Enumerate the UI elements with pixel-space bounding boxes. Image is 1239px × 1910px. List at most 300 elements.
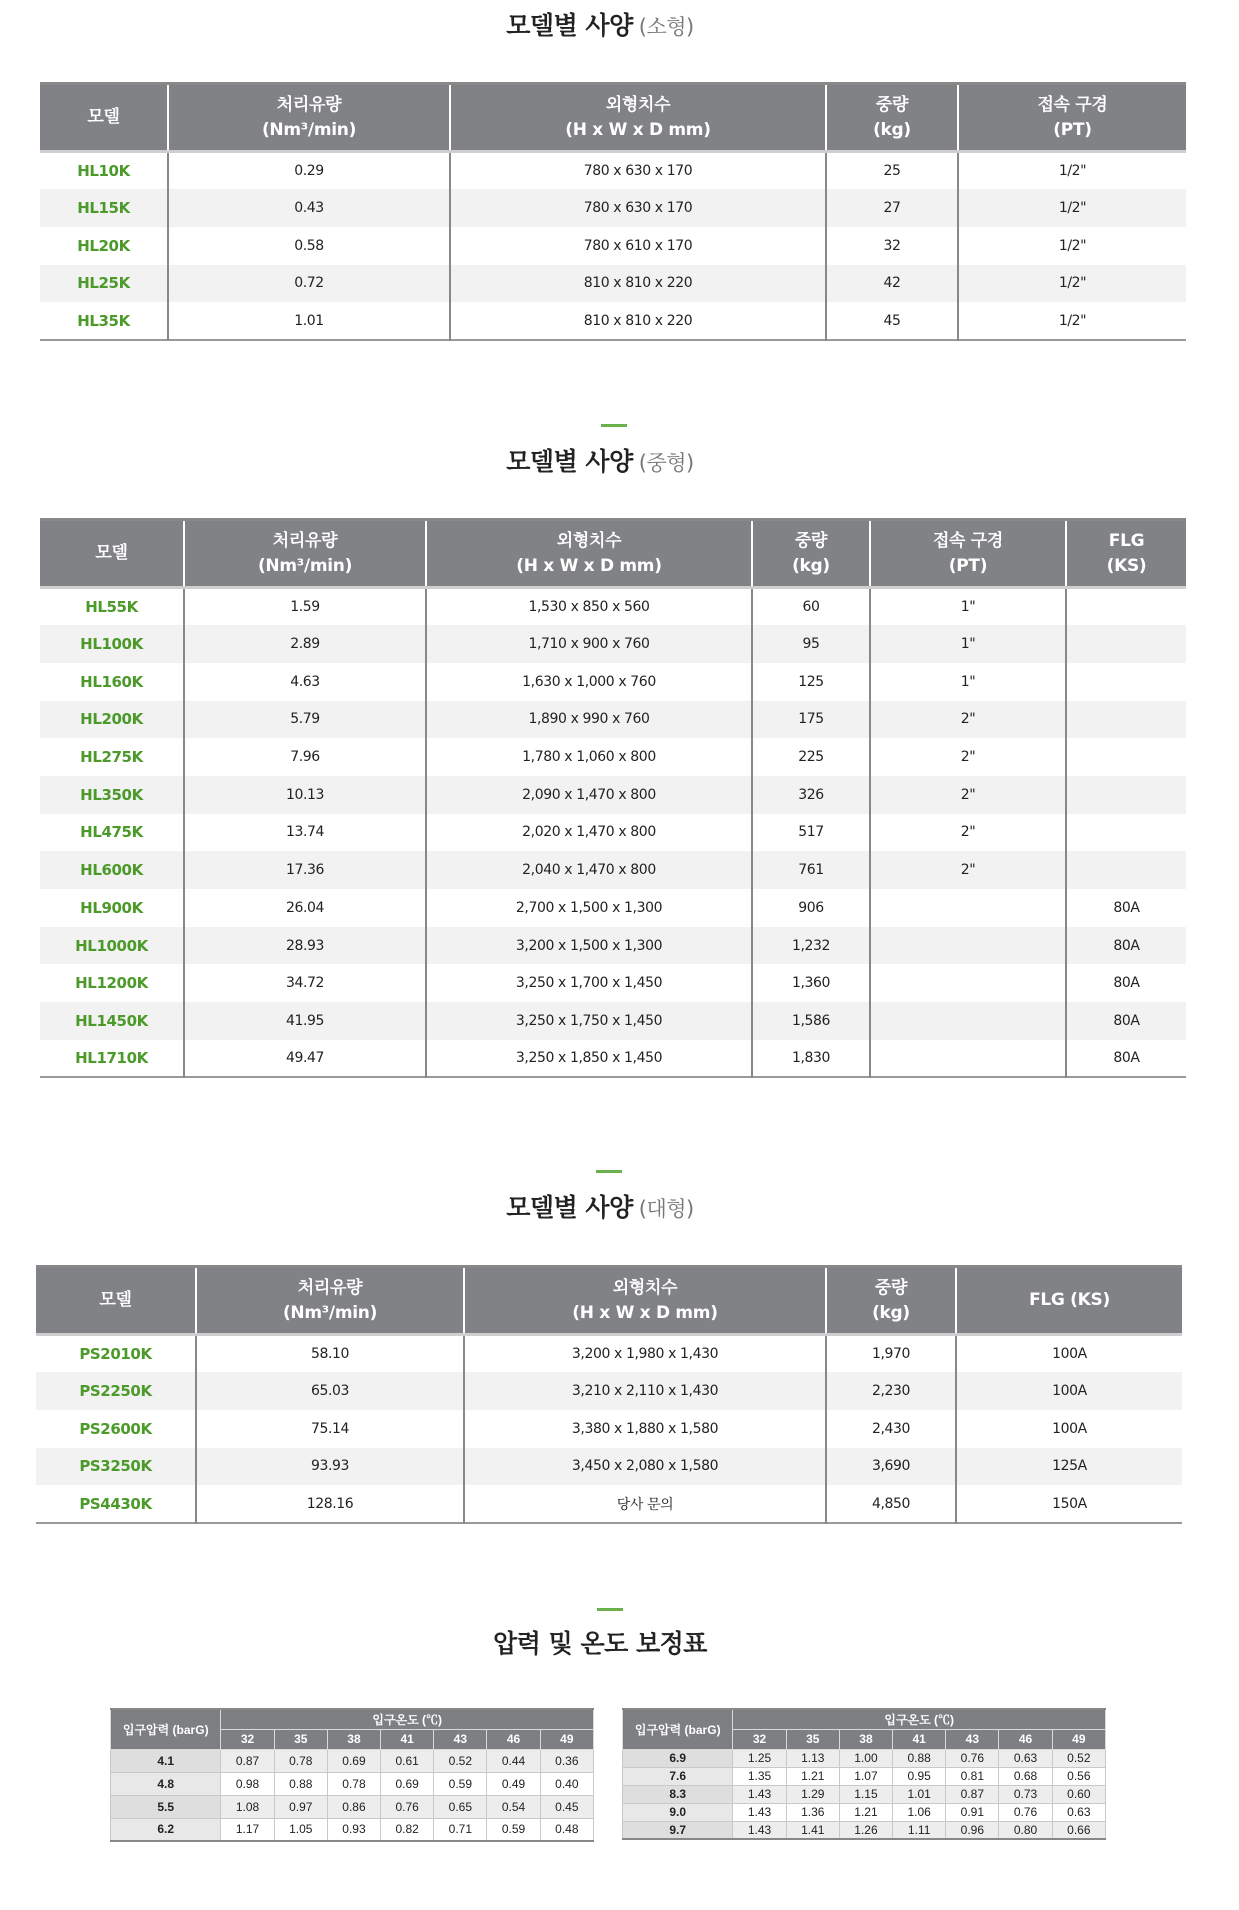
pressure-value: 5.5 <box>111 1795 221 1818</box>
column-header-line: (Nm³/min) <box>257 555 353 576</box>
table-cell: 125A <box>956 1448 1182 1486</box>
correction-factor: 1.41 <box>786 1821 839 1839</box>
column-header-line: 모델 <box>99 1290 132 1310</box>
correction-factor: 0.76 <box>999 1803 1052 1821</box>
table-cell: 1,830 <box>752 1040 870 1078</box>
table-cell: 4.63 <box>184 663 426 701</box>
table-row <box>36 1485 1182 1523</box>
table-cell: 1,586 <box>752 1002 870 1040</box>
model-name-cell: HL55K <box>85 598 138 617</box>
table-cell: 1,890 x 990 x 760 <box>426 701 752 739</box>
correction-factor: 0.56 <box>1052 1767 1105 1785</box>
correction-factor: 0.63 <box>1052 1803 1105 1821</box>
table-cell: 2" <box>870 776 1066 814</box>
table-cell: 80A <box>1066 1002 1186 1040</box>
model-name-cell: HL1710K <box>75 1049 148 1068</box>
column-header-line: 접속 구경 <box>1037 94 1108 115</box>
table-cell <box>870 1040 1066 1078</box>
small-section-title <box>0 6 1200 42</box>
correction-factor: 0.68 <box>999 1767 1052 1785</box>
table-cell: 0.72 <box>168 265 450 303</box>
column-header-line: (PT) <box>948 555 988 576</box>
table-row <box>40 302 1186 340</box>
correction-factor: 0.66 <box>1052 1821 1105 1839</box>
large-title-accent <box>596 1170 622 1173</box>
table-cell: 27 <box>826 189 958 227</box>
table-row <box>40 851 1186 889</box>
column-header <box>826 84 958 152</box>
table-cell: 517 <box>752 814 870 852</box>
table-row <box>40 227 1186 265</box>
large-subtitle: (대형) <box>638 1197 694 1221</box>
table-cell: 28.93 <box>184 927 426 965</box>
table-cell: 2,700 x 1,500 x 1,300 <box>426 889 752 927</box>
correction-factor: 0.63 <box>999 1749 1052 1767</box>
temperature-value: 38 <box>327 1729 380 1749</box>
temperature-value: 43 <box>946 1729 999 1749</box>
correction-factor: 1.11 <box>893 1821 946 1839</box>
table-cell: 100A <box>956 1335 1182 1373</box>
column-header <box>958 84 1186 152</box>
model-name-cell: HL1000K <box>40 927 184 965</box>
table-cell: 26.04 <box>184 889 426 927</box>
column-header-line: 처리유량 <box>272 530 338 551</box>
temperature-value: 49 <box>1052 1729 1105 1749</box>
table-cell <box>1066 776 1186 814</box>
correction-factor: 0.80 <box>999 1821 1052 1839</box>
model-name-cell: PS3250K <box>36 1448 196 1486</box>
model-name-cell: PS2250K <box>36 1372 196 1410</box>
table-cell: 95 <box>752 625 870 663</box>
inlet-temperature-header: 입구온도 (℃) <box>733 1709 1106 1729</box>
correction-factor: 0.48 <box>540 1818 593 1841</box>
table-header-row <box>40 520 1186 588</box>
table-cell: 25 <box>826 152 958 190</box>
column-header-line: (H x W x D mm) <box>572 1302 718 1323</box>
column-header-line: 처리유량 <box>297 1277 363 1298</box>
temperature-value: 49 <box>540 1729 593 1749</box>
correction-title-accent <box>597 1608 623 1611</box>
column-header <box>870 520 1066 588</box>
medium-title: 모델별 사양 <box>506 447 633 476</box>
table-cell <box>1066 851 1186 889</box>
table-cell: 1.01 <box>168 302 450 340</box>
table-cell: 1,630 x 1,000 x 760 <box>426 663 752 701</box>
table-row <box>40 663 1186 701</box>
table-cell: 80A <box>1066 927 1186 965</box>
large-title: 모델별 사양 <box>506 1193 633 1222</box>
column-header <box>956 1267 1182 1335</box>
table-cell: 1/2" <box>958 189 1186 227</box>
model-name-cell: HL25K <box>40 265 168 303</box>
model-name-cell: PS4430K <box>79 1494 152 1513</box>
table-row <box>40 1040 1186 1078</box>
column-header-line: (H x W x D mm) <box>565 119 711 140</box>
table-cell: 175 <box>752 701 870 739</box>
table-cell: 1" <box>870 625 1066 663</box>
inlet-temperature-header: 입구온도 (℃) <box>221 1709 594 1729</box>
table-cell: 0.29 <box>168 152 450 190</box>
table-cell <box>870 964 1066 1002</box>
column-header-line: FLG (KS) <box>1029 1290 1110 1310</box>
small-spec-table <box>40 82 1186 341</box>
table-cell: 1/2" <box>958 227 1186 265</box>
medium-title-accent <box>601 424 627 427</box>
model-name-cell: HL350K <box>40 776 184 814</box>
correction-factor: 1.17 <box>221 1818 274 1841</box>
column-header <box>752 520 870 588</box>
table-cell: 1/2" <box>958 302 1186 340</box>
column-header <box>184 520 426 588</box>
table-row <box>40 889 1186 927</box>
model-name-cell: HL1200K <box>75 974 148 993</box>
table-row <box>40 814 1186 852</box>
table-cell: 3,210 x 2,110 x 1,430 <box>464 1372 826 1410</box>
table-cell: 41.95 <box>184 1002 426 1040</box>
correction-factor: 1.26 <box>839 1821 892 1839</box>
table-row <box>623 1821 1106 1839</box>
temperature-value: 46 <box>487 1729 540 1749</box>
correction-factor: 0.73 <box>999 1785 1052 1803</box>
table-row <box>40 588 1186 626</box>
table-cell: 810 x 810 x 220 <box>450 265 826 303</box>
model-name-cell: HL600K <box>40 851 184 889</box>
table-cell <box>1066 663 1186 701</box>
correction-factor: 0.45 <box>540 1795 593 1818</box>
correction-factor: 0.69 <box>381 1772 434 1795</box>
correction-factor: 1.01 <box>893 1785 946 1803</box>
correction-factor: 1.05 <box>274 1818 327 1841</box>
table-row <box>623 1803 1106 1821</box>
correction-factor: 0.52 <box>1052 1749 1105 1767</box>
correction-factor: 0.96 <box>946 1821 999 1839</box>
correction-table-left <box>110 1708 594 1842</box>
column-header-line: 모델 <box>95 543 128 563</box>
table-cell: 32 <box>826 227 958 265</box>
table-cell: 93.93 <box>196 1448 464 1486</box>
correction-header-row <box>623 1709 1106 1729</box>
pressure-value: 9.7 <box>623 1821 733 1839</box>
column-header <box>36 1267 196 1335</box>
temperature-value: 35 <box>274 1729 327 1749</box>
table-cell: 761 <box>752 851 870 889</box>
table-cell <box>1066 701 1186 739</box>
table-cell <box>870 889 1066 927</box>
table-cell: 225 <box>752 738 870 776</box>
correction-factor: 1.00 <box>839 1749 892 1767</box>
correction-factor: 0.78 <box>327 1772 380 1795</box>
table-row <box>40 189 1186 227</box>
column-header-line: 외형치수 <box>612 1277 678 1298</box>
table-cell: 150A <box>956 1485 1182 1523</box>
table-cell: 906 <box>752 889 870 927</box>
large-section-title <box>0 1188 1200 1224</box>
table-cell: 7.96 <box>184 738 426 776</box>
column-header-line: (kg) <box>872 1302 910 1323</box>
table-cell: 5.79 <box>184 701 426 739</box>
model-name-cell: HL10K <box>77 162 130 181</box>
table-cell: 2,040 x 1,470 x 800 <box>426 851 752 889</box>
pressure-value: 4.8 <box>111 1772 221 1795</box>
correction-factor: 0.76 <box>381 1795 434 1818</box>
correction-factor: 1.15 <box>839 1785 892 1803</box>
table-cell: 2" <box>870 851 1066 889</box>
table-cell: 125 <box>752 663 870 701</box>
correction-factor: 0.81 <box>946 1767 999 1785</box>
correction-factor: 1.35 <box>733 1767 786 1785</box>
table-cell: 780 x 630 x 170 <box>450 189 826 227</box>
table-cell: 0.43 <box>168 189 450 227</box>
model-name-cell: HL160K <box>80 672 143 691</box>
table-cell: 17.36 <box>184 851 426 889</box>
table-cell <box>870 927 1066 965</box>
table-row <box>111 1795 594 1818</box>
correction-factor: 0.59 <box>434 1772 487 1795</box>
column-header-line: 모델 <box>87 107 120 127</box>
correction-header-row <box>111 1709 594 1729</box>
column-header-line: (kg) <box>873 119 911 140</box>
model-name-cell: HL900K <box>80 898 143 917</box>
table-cell: 1,710 x 900 x 760 <box>426 625 752 663</box>
table-cell: 1,360 <box>752 964 870 1002</box>
medium-spec-table <box>40 518 1186 1078</box>
table-cell: 58.10 <box>196 1335 464 1373</box>
table-cell: 100A <box>956 1372 1182 1410</box>
correction-factor: 0.40 <box>540 1772 593 1795</box>
correction-factor: 0.60 <box>1052 1785 1105 1803</box>
correction-factor: 0.52 <box>434 1749 487 1772</box>
table-row <box>40 701 1186 739</box>
temperature-value: 38 <box>839 1729 892 1749</box>
correction-factor: 1.43 <box>733 1785 786 1803</box>
correction-table-right <box>622 1708 1106 1840</box>
table-cell: 780 x 610 x 170 <box>450 227 826 265</box>
correction-factor: 1.29 <box>786 1785 839 1803</box>
model-name-cell: HL1450K <box>40 1002 184 1040</box>
table-cell: 80A <box>1066 964 1186 1002</box>
table-cell: 810 x 810 x 220 <box>450 302 826 340</box>
table-row <box>40 265 1186 303</box>
medium-section-title <box>0 442 1200 478</box>
correction-factor: 1.43 <box>733 1803 786 1821</box>
column-header-line: 처리유량 <box>276 94 342 115</box>
correction-factor: 0.36 <box>540 1749 593 1772</box>
correction-factor: 0.61 <box>381 1749 434 1772</box>
table-header-row <box>36 1267 1182 1335</box>
table-row <box>40 738 1186 776</box>
correction-factor: 0.54 <box>487 1795 540 1818</box>
medium-subtitle: (중형) <box>638 451 694 475</box>
table-cell: 49.47 <box>184 1040 426 1078</box>
pressure-value: 4.1 <box>111 1749 221 1772</box>
table-row <box>623 1767 1106 1785</box>
table-cell: 2" <box>870 814 1066 852</box>
table-cell <box>1066 814 1186 852</box>
small-title: 모델별 사양 <box>506 11 633 40</box>
column-header-line: 중량 <box>794 530 828 551</box>
pressure-value: 6.2 <box>111 1818 221 1841</box>
correction-factor: 1.21 <box>839 1803 892 1821</box>
table-cell: 13.74 <box>184 814 426 852</box>
table-cell: 780 x 630 x 170 <box>450 152 826 190</box>
column-header-line: FLG <box>1108 530 1145 551</box>
table-cell: 2" <box>870 738 1066 776</box>
model-name-cell: HL275K <box>80 748 143 767</box>
table-cell: 80A <box>1066 1040 1186 1078</box>
table-cell: 65.03 <box>196 1372 464 1410</box>
correction-section-title <box>0 1624 1200 1660</box>
temperature-value: 43 <box>434 1729 487 1749</box>
correction-factor: 0.59 <box>487 1818 540 1841</box>
table-row <box>36 1372 1182 1410</box>
model-name-cell: PS2600K <box>79 1419 152 1438</box>
correction-factor: 1.36 <box>786 1803 839 1821</box>
table-cell: 80A <box>1066 889 1186 927</box>
column-header <box>1066 520 1186 588</box>
table-row <box>40 152 1186 190</box>
correction-factor: 0.93 <box>327 1818 380 1841</box>
correction-factor: 0.88 <box>893 1749 946 1767</box>
table-row <box>111 1772 594 1795</box>
temperature-value: 46 <box>999 1729 1052 1749</box>
column-header <box>826 1267 956 1335</box>
table-cell: 3,250 x 1,700 x 1,450 <box>426 964 752 1002</box>
column-header-line: 외형치수 <box>556 530 622 551</box>
correction-title: 압력 및 온도 보정표 <box>493 1629 707 1658</box>
table-cell <box>1066 738 1186 776</box>
column-header-line: (PT) <box>1053 119 1092 140</box>
column-header <box>40 84 168 152</box>
column-header-line: (kg) <box>792 555 830 576</box>
column-header-line: (Nm³/min) <box>261 119 357 140</box>
table-cell: 0.58 <box>168 227 450 265</box>
model-name-cell: HL200K <box>40 701 184 739</box>
table-cell: 2,020 x 1,470 x 800 <box>426 814 752 852</box>
correction-factor: 1.13 <box>786 1749 839 1767</box>
table-row <box>111 1818 594 1841</box>
correction-factor: 0.87 <box>221 1749 274 1772</box>
table-cell: 1/2" <box>958 152 1186 190</box>
table-cell: 10.13 <box>184 776 426 814</box>
table-cell: 1,530 x 850 x 560 <box>426 588 752 626</box>
table-cell: 42 <box>826 265 958 303</box>
correction-factor: 0.82 <box>381 1818 434 1841</box>
table-row <box>36 1448 1182 1486</box>
column-header <box>40 520 184 588</box>
table-row <box>40 625 1186 663</box>
column-header <box>196 1267 464 1335</box>
large-spec-table <box>36 1265 1182 1524</box>
table-cell: 4,850 <box>826 1485 956 1523</box>
column-header-line: (H x W x D mm) <box>516 555 662 576</box>
correction-factor: 0.91 <box>946 1803 999 1821</box>
table-cell: 2,090 x 1,470 x 800 <box>426 776 752 814</box>
correction-factor: 1.07 <box>839 1767 892 1785</box>
model-name-cell: HL475K <box>80 823 143 842</box>
table-cell: 3,200 x 1,980 x 1,430 <box>464 1335 826 1373</box>
table-cell: 3,200 x 1,500 x 1,300 <box>426 927 752 965</box>
table-row <box>40 927 1186 965</box>
column-header-line: 중량 <box>874 1277 908 1298</box>
column-header <box>426 520 752 588</box>
model-name-cell: HL20K <box>77 236 130 255</box>
inlet-pressure-header: 입구압력 (barG) <box>111 1709 221 1749</box>
correction-factor: 0.78 <box>274 1749 327 1772</box>
table-cell: 3,450 x 2,080 x 1,580 <box>464 1448 826 1486</box>
model-name-cell: HL35K <box>77 311 130 330</box>
table-row <box>40 964 1186 1002</box>
column-header <box>450 84 826 152</box>
table-row <box>40 1002 1186 1040</box>
small-subtitle: (소형) <box>638 15 694 39</box>
table-cell: 당사 문의 <box>464 1485 826 1523</box>
table-cell: 1/2" <box>958 265 1186 303</box>
column-header-line: (KS) <box>1106 555 1147 576</box>
table-cell: 3,250 x 1,750 x 1,450 <box>426 1002 752 1040</box>
table-cell: 3,250 x 1,850 x 1,450 <box>426 1040 752 1078</box>
pressure-value: 7.6 <box>623 1767 733 1785</box>
table-cell: 1.59 <box>184 588 426 626</box>
correction-factor: 1.21 <box>786 1767 839 1785</box>
table-cell: 1,232 <box>752 927 870 965</box>
table-cell: 75.14 <box>196 1410 464 1448</box>
temperature-value: 35 <box>786 1729 839 1749</box>
table-cell: 326 <box>752 776 870 814</box>
pressure-value: 6.9 <box>623 1749 733 1767</box>
table-cell: 1,780 x 1,060 x 800 <box>426 738 752 776</box>
table-cell: 2,230 <box>826 1372 956 1410</box>
model-name-cell: HL100K <box>40 625 184 663</box>
column-header-line: 접속 구경 <box>932 530 1004 551</box>
table-row <box>40 776 1186 814</box>
table-cell: 60 <box>752 588 870 626</box>
table-row <box>36 1335 1182 1373</box>
table-cell: 2.89 <box>184 625 426 663</box>
table-header-row <box>40 84 1186 152</box>
correction-factor: 0.86 <box>327 1795 380 1818</box>
correction-factor: 0.49 <box>487 1772 540 1795</box>
correction-factor: 0.76 <box>946 1749 999 1767</box>
correction-factor: 0.98 <box>221 1772 274 1795</box>
table-cell: 128.16 <box>196 1485 464 1523</box>
correction-factor: 1.08 <box>221 1795 274 1818</box>
correction-factor: 1.43 <box>733 1821 786 1839</box>
table-row <box>36 1410 1182 1448</box>
correction-factor: 0.88 <box>274 1772 327 1795</box>
temperature-value: 32 <box>733 1729 786 1749</box>
correction-factor: 0.87 <box>946 1785 999 1803</box>
correction-factor: 0.69 <box>327 1749 380 1772</box>
correction-factor: 0.44 <box>487 1749 540 1772</box>
table-row <box>623 1749 1106 1767</box>
table-cell: 1" <box>870 663 1066 701</box>
table-row <box>623 1785 1106 1803</box>
pressure-value: 8.3 <box>623 1785 733 1803</box>
table-cell: 1" <box>870 588 1066 626</box>
column-header <box>168 84 450 152</box>
correction-factor: 0.65 <box>434 1795 487 1818</box>
table-cell <box>870 1002 1066 1040</box>
inlet-pressure-header: 입구압력 (barG) <box>623 1709 733 1749</box>
correction-factor: 1.25 <box>733 1749 786 1767</box>
model-name-cell: PS2010K <box>79 1345 152 1364</box>
table-cell: 3,380 x 1,880 x 1,580 <box>464 1410 826 1448</box>
column-header-line: 외형치수 <box>605 94 671 115</box>
temperature-value: 32 <box>221 1729 274 1749</box>
temperature-value: 41 <box>381 1729 434 1749</box>
table-cell <box>1066 588 1186 626</box>
temperature-value: 41 <box>893 1729 946 1749</box>
